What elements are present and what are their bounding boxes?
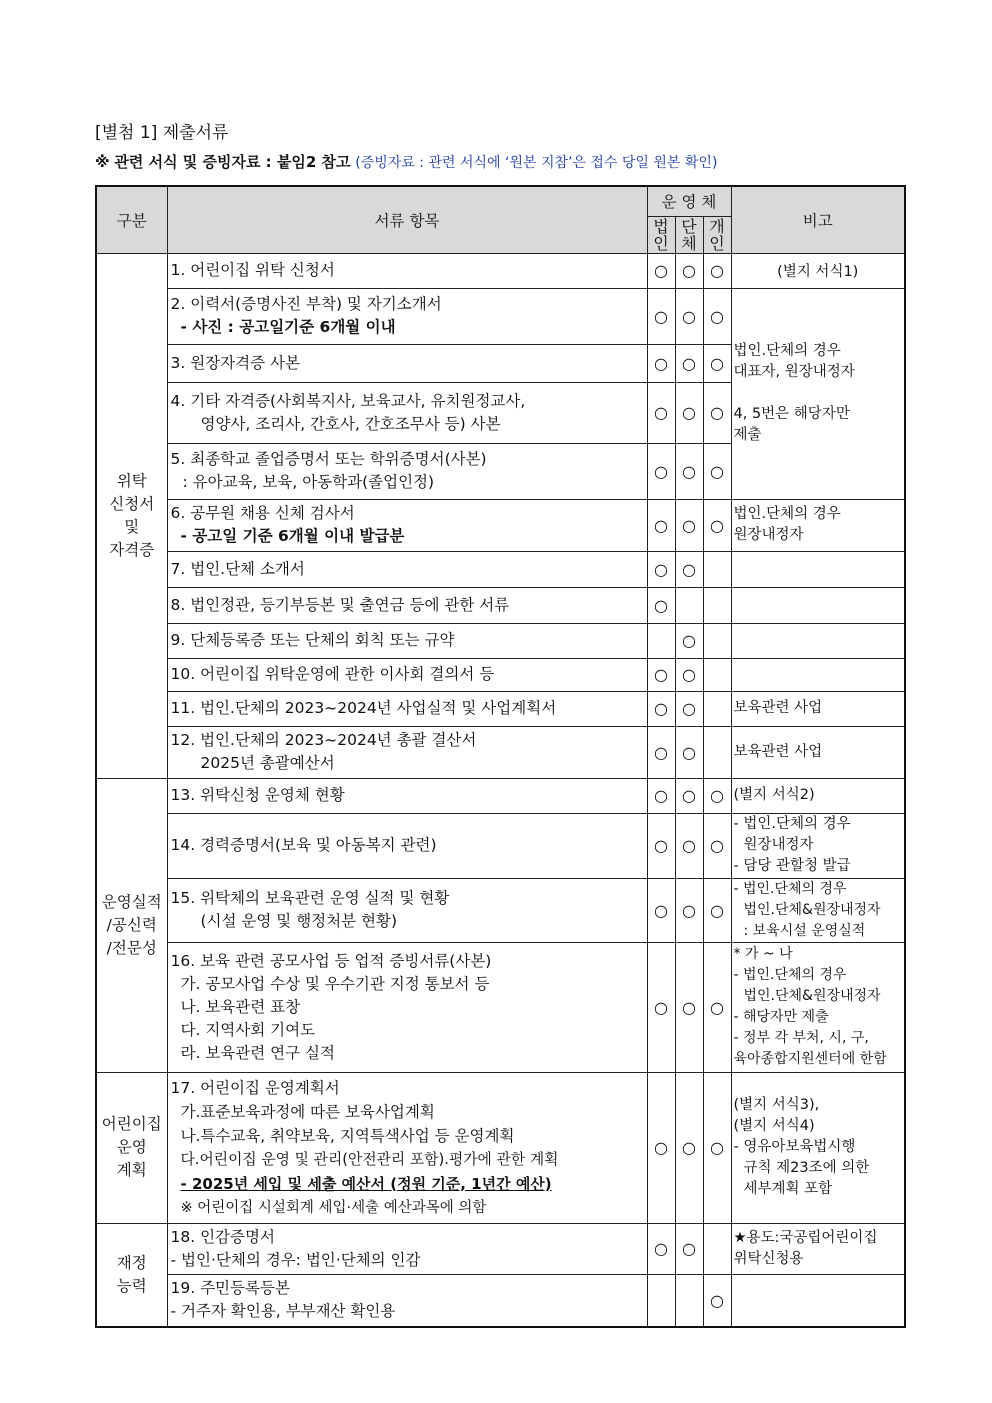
item-17-subline: 나.특수교육, 취약보육, 지역특색사업 등 운영계획 xyxy=(180,1126,515,1145)
mark-corp: ○ xyxy=(647,878,675,942)
remark-line: 대표자, 원장내정자 xyxy=(733,364,855,380)
item-19 xyxy=(167,1274,647,1327)
remark-2-5 xyxy=(731,288,905,499)
page-title: [별첨 1] 제출서류 xyxy=(95,123,229,143)
header-corp-label: 법인 xyxy=(653,216,669,253)
remark-line: 법인.단체의 경우 xyxy=(733,506,841,522)
mark-group-empty xyxy=(675,587,703,623)
item-4-line: 4. 기타 자격증(사회복지사, 보육교사, 유치원정교사, xyxy=(170,391,526,410)
item-16-subline: 가. 공모사업 수상 및 우수기관 지정 통보서 등 xyxy=(180,974,490,993)
item-11: 11. 법인.단체의 2023~2024년 사업실적 및 사업계획서 xyxy=(167,691,647,726)
remark-line: : 보육시설 운영실적 xyxy=(743,922,866,939)
item-6 xyxy=(167,499,647,551)
header-operator: 운 영 체 xyxy=(647,186,731,216)
item-18-subline: - 법인·단체의 경우: 법인·단체의 인감 xyxy=(170,1250,421,1269)
item-15-subline: (시설 운영 및 행정처분 현황) xyxy=(200,912,398,930)
item-16-subline: 다. 지역사회 기여도 xyxy=(180,1020,316,1039)
category-line: 능력 xyxy=(116,1276,147,1295)
notice-symbol: ※ xyxy=(95,153,110,171)
mark-indiv: ○ xyxy=(703,1274,731,1327)
item-12 xyxy=(167,726,647,778)
remark-line: 법인.단체&원장내정자 xyxy=(743,901,881,918)
mark-corp: ○ xyxy=(647,691,675,726)
mark-indiv: ○ xyxy=(703,443,731,499)
mark-indiv: ○ xyxy=(703,778,731,813)
mark-group: ○ xyxy=(675,551,703,587)
mark-corp: ○ xyxy=(647,499,675,551)
header-category: 구분 xyxy=(96,186,167,253)
mark-indiv: ○ xyxy=(703,288,731,344)
remark-line: - 법인.단체의 경우 xyxy=(733,880,847,897)
mark-indiv: ○ xyxy=(703,344,731,382)
mark-indiv: ○ xyxy=(703,942,731,1072)
item-17 xyxy=(167,1072,647,1223)
mark-corp: ○ xyxy=(647,1223,675,1274)
category-performance xyxy=(96,778,167,1072)
remark-11: 보육관련 사업 xyxy=(731,691,905,726)
mark-indiv: ○ xyxy=(703,813,731,878)
header-group-label: 단체 xyxy=(681,216,697,253)
mark-group: ○ xyxy=(675,288,703,344)
mark-group: ○ xyxy=(675,382,703,443)
item-4 xyxy=(167,382,647,443)
mark-group: ○ xyxy=(675,878,703,942)
mark-corp: ○ xyxy=(647,382,675,443)
remark-line: - 해당자만 제출 xyxy=(733,1009,829,1025)
category-line: 재정 xyxy=(116,1253,147,1272)
remark-16 xyxy=(731,942,905,1072)
category-line: 운영 xyxy=(116,1138,147,1156)
item-2 xyxy=(167,288,647,344)
item-17-subline: 가.표준보육과정에 따른 보육사업계획 xyxy=(180,1102,435,1121)
mark-corp: ○ xyxy=(647,551,675,587)
mark-corp: ○ xyxy=(647,288,675,344)
item-18-line: 18. 인감증명서 xyxy=(170,1227,275,1246)
mark-indiv: ○ xyxy=(703,382,731,443)
category-line: 운영실적 xyxy=(101,892,162,911)
remark-12: 보육관련 사업 xyxy=(731,726,905,778)
category-plan xyxy=(96,1072,167,1223)
item-15-line: 15. 위탁체의 보육관련 운영 실적 및 현황 xyxy=(170,889,450,907)
header-indiv xyxy=(703,216,731,253)
mark-indiv-empty xyxy=(703,551,731,587)
mark-indiv: ○ xyxy=(703,878,731,942)
remark-line: - 법인.단체의 경우 xyxy=(733,816,851,832)
item-13: 13. 위탁신청 운영체 현황 xyxy=(167,778,647,813)
mark-indiv-empty xyxy=(703,587,731,623)
item-17-note: ※ 어린이집 시설회계 세입·세출 예산과목에 의함 xyxy=(180,1199,487,1216)
mark-indiv-empty xyxy=(703,1223,731,1274)
mark-group: ○ xyxy=(675,691,703,726)
header-indiv-label: 개인 xyxy=(709,216,725,253)
remark-14 xyxy=(731,813,905,878)
remark-17 xyxy=(731,1072,905,1223)
mark-group: ○ xyxy=(675,778,703,813)
remark-line: 원장내정자 xyxy=(733,527,804,543)
category-finance xyxy=(96,1223,167,1327)
header-remark: 비고 xyxy=(731,186,905,253)
mark-indiv: ○ xyxy=(703,1072,731,1223)
item-17-budget-line: - 2025년 세입 및 세출 예산서 (정원 기준, 1년간 예산) xyxy=(180,1174,552,1193)
item-5-subline: : 유아교육, 보육, 아동학과(졸업인정) xyxy=(182,473,435,491)
category-line: 위탁 xyxy=(116,471,147,490)
mark-group-empty xyxy=(675,1274,703,1327)
remark-line: 육아종합지원센터에 한함 xyxy=(733,1051,887,1067)
remark-empty xyxy=(731,587,905,623)
item-19-subline: - 거주자 확인용, 부부재산 확인용 xyxy=(170,1302,396,1321)
mark-group: ○ xyxy=(675,344,703,382)
item-9: 9. 단체등록증 또는 단체의 회칙 또는 규약 xyxy=(167,623,647,658)
notice-blue-text: (증빙자료 : 관련 서식에 ‘원본 지참’은 접수 당일 원본 확인) xyxy=(355,155,718,171)
mark-indiv-empty xyxy=(703,726,731,778)
item-2-line: 2. 이력서(증명사진 부착) 및 자기소개서 xyxy=(170,295,442,313)
mark-corp: ○ xyxy=(647,778,675,813)
remark-line: 법인.단체의 경우 xyxy=(733,343,841,359)
category-line: /전문성 xyxy=(106,938,157,957)
remark-line: - 법인.단체의 경우 xyxy=(733,967,847,983)
header-item: 서류 항목 xyxy=(167,186,647,253)
remark-line: 세부계획 포함 xyxy=(743,1181,833,1197)
remark-line: 원장내정자 xyxy=(743,837,814,853)
mark-group: ○ xyxy=(675,1223,703,1274)
remark-line: 위탁신청용 xyxy=(733,1250,804,1267)
remark-empty xyxy=(731,658,905,691)
item-18 xyxy=(167,1223,647,1274)
mark-group: ○ xyxy=(675,658,703,691)
mark-corp-empty xyxy=(647,1274,675,1327)
category-line: 계획 xyxy=(116,1161,147,1179)
item-16-subline: 나. 보육관련 표창 xyxy=(180,997,301,1016)
item-6-subline: - 공고일 기준 6개월 이내 발급분 xyxy=(180,527,405,545)
mark-corp: ○ xyxy=(647,813,675,878)
remark-6 xyxy=(731,499,905,551)
item-2-subline: - 사진 : 공고일기준 6개월 이내 xyxy=(180,318,396,336)
remark-line: - 담당 관할청 발급 xyxy=(733,858,851,874)
mark-group: ○ xyxy=(675,942,703,1072)
header-corp xyxy=(647,216,675,253)
item-17-subline: 다.어린이집 운영 및 관리(안전관리 포함).평가에 관한 계획 xyxy=(180,1150,559,1168)
mark-group: ○ xyxy=(675,443,703,499)
submission-documents-table xyxy=(95,185,906,1328)
mark-corp: ○ xyxy=(647,942,675,1072)
item-15 xyxy=(167,878,647,942)
remark-line: 제출 xyxy=(733,427,762,443)
category-line: /공신력 xyxy=(106,915,157,934)
item-5 xyxy=(167,443,647,499)
item-12-line: 12. 법인.단체의 2023~2024년 총괄 결산서 xyxy=(170,731,477,749)
item-5-line: 5. 최종학교 졸업증명서 또는 학위증명서(사본) xyxy=(170,450,487,468)
remark-empty xyxy=(731,551,905,587)
mark-indiv-empty xyxy=(703,658,731,691)
mark-corp: ○ xyxy=(647,587,675,623)
notice-line xyxy=(95,151,717,172)
remark-empty xyxy=(731,623,905,658)
remark-line: ★용도:국공립어린이집 xyxy=(733,1229,878,1246)
mark-corp-empty xyxy=(647,623,675,658)
remark-1: (별지 서식1) xyxy=(731,253,905,288)
item-8: 8. 법인정관, 등기부등본 및 출연금 등에 관한 서류 xyxy=(167,587,647,623)
remark-line: 규칙 제23조에 의한 xyxy=(743,1160,870,1176)
remark-18 xyxy=(731,1223,905,1274)
mark-indiv-empty xyxy=(703,691,731,726)
item-6-line: 6. 공무원 채용 신체 검사서 xyxy=(170,504,355,522)
mark-indiv: ○ xyxy=(703,253,731,288)
mark-group: ○ xyxy=(675,813,703,878)
mark-group: ○ xyxy=(675,1072,703,1223)
item-14: 14. 경력증명서(보육 및 아동복지 관련) xyxy=(167,813,647,878)
mark-group: ○ xyxy=(675,726,703,778)
category-line: 자격증 xyxy=(109,540,155,559)
category-line: 어린이집 xyxy=(101,1115,162,1133)
remark-line: 4, 5번은 해당자만 xyxy=(733,406,850,422)
mark-indiv: ○ xyxy=(703,499,731,551)
category-application xyxy=(96,253,167,778)
mark-corp: ○ xyxy=(647,726,675,778)
mark-group: ○ xyxy=(675,499,703,551)
item-19-line: 19. 주민등록등본 xyxy=(170,1279,290,1298)
remark-13: (별지 서식2) xyxy=(731,778,905,813)
remark-line: - 영유아보육법시행 xyxy=(733,1139,856,1155)
remark-line: (별지 서식3), xyxy=(733,1097,820,1113)
category-line: 신청서 xyxy=(109,494,155,513)
remark-line: 법인.단체&원장내정자 xyxy=(743,988,881,1004)
mark-corp: ○ xyxy=(647,1072,675,1223)
remark-line: * 가 ~ 나 xyxy=(733,946,793,962)
mark-corp: ○ xyxy=(647,443,675,499)
item-3: 3. 원장자격증 사본 xyxy=(167,344,647,382)
remark-empty xyxy=(731,1274,905,1327)
category-line: 및 xyxy=(124,517,140,536)
item-12-subline: 2025년 총괄예산서 xyxy=(200,754,335,772)
item-16-line: 16. 보육 관련 공모사업 등 업적 증빙서류(사본) xyxy=(170,951,492,970)
item-7: 7. 법인.단체 소개서 xyxy=(167,551,647,587)
remark-line: (별지 서식4) xyxy=(733,1118,815,1134)
mark-corp: ○ xyxy=(647,658,675,691)
header-group xyxy=(675,216,703,253)
item-16 xyxy=(167,942,647,1072)
item-1: 1. 어린이집 위탁 신청서 xyxy=(167,253,647,288)
mark-corp: ○ xyxy=(647,344,675,382)
notice-bold-text: 관련 서식 및 증빙자료 : 붙임2 참고 xyxy=(114,153,351,171)
item-17-line: 17. 어린이집 운영계획서 xyxy=(170,1078,340,1097)
mark-group: ○ xyxy=(675,253,703,288)
mark-corp: ○ xyxy=(647,253,675,288)
remark-15 xyxy=(731,878,905,942)
item-4-subline: 영양사, 조리사, 간호사, 간호조무사 등) 사본 xyxy=(200,414,501,433)
mark-indiv-empty xyxy=(703,623,731,658)
mark-group: ○ xyxy=(675,623,703,658)
remark-line: - 정부 각 부처, 시, 구, xyxy=(733,1030,869,1046)
item-10: 10. 어린이집 위탁운영에 관한 이사회 결의서 등 xyxy=(167,658,647,691)
item-16-subline: 라. 보육관련 연구 실적 xyxy=(180,1043,335,1062)
